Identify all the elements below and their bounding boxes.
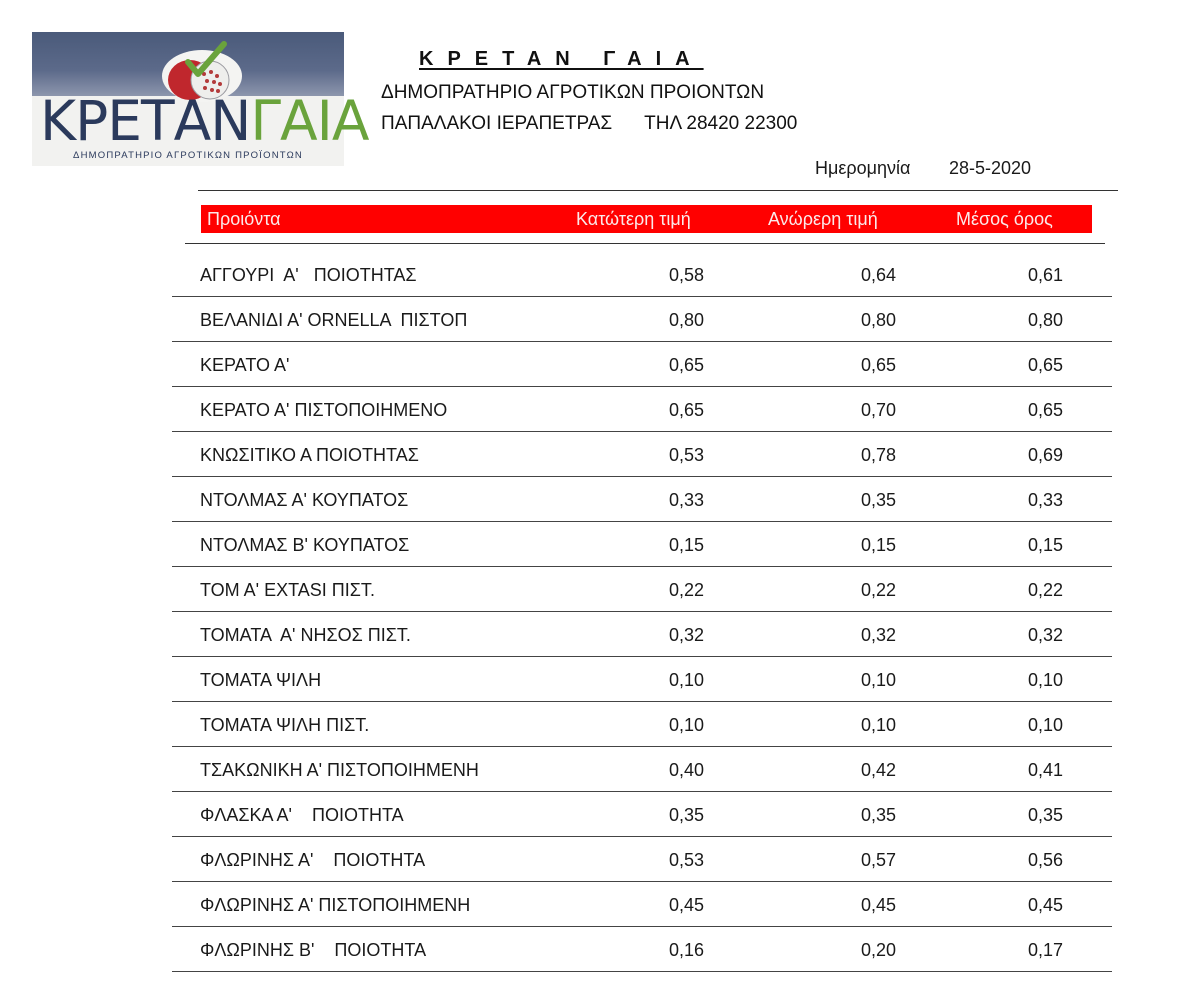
table-row [172,387,1112,432]
average-price: 0,10 [1027,715,1063,735]
product-name: ΦΛΩΡΙΝΗΣ Β' ΠΟΙΟΤΗΤΑ [200,940,427,960]
max-price: 0,57 [860,850,896,870]
date-value: 28-5-2020 [949,158,1032,178]
product-name: ΤΣΑΚΩΝΙΚΗ Α' ΠΙΣΤΟΠΟΙΗΜΕΝΗ [200,760,479,780]
min-price: 0,35 [668,805,704,825]
max-price: 0,65 [860,355,896,375]
min-price: 0,40 [668,760,704,780]
table-header-divider [185,243,1105,244]
min-price: 0,10 [668,670,704,690]
min-price: 0,53 [668,850,704,870]
table-row [172,522,1112,567]
product-name: ΦΛΑΣΚΑ Α' ΠΟΙΟΤΗΤΑ [200,805,404,825]
logo-subtitle: ΔΗΜΟΠΡΑΤΗΡΙΟ ΑΓΡΟΤΙΚΩΝ ΠΡΟΪΟΝΤΩΝ [73,150,303,161]
logo-wordmark [40,89,369,153]
max-price: 0,45 [860,895,896,915]
product-name: ΝΤΟΛΜΑΣ Β' ΚΟΥΠΑΤΟΣ [200,535,410,555]
table-row [172,252,1112,297]
date-label: Ημερομηνία [815,158,911,178]
company-phone: ΤΗΛ 28420 22300 [644,113,798,134]
product-name: ΒΕΛΑΝΙΔΙ Α' ORNELLA ΠΙΣΤΟΠ [200,310,468,330]
max-price: 0,32 [860,625,896,645]
max-price: 0,35 [860,805,896,825]
table-row [172,297,1112,342]
product-name: ΤΟΜΑΤΑ Α' ΝΗΣΟΣ ΠΙΣΤ. [200,625,411,645]
product-name: ΚΝΩΣΙΤΙΚΟ Α ΠΟΙΟΤΗΤΑΣ [200,445,419,465]
max-price: 0,15 [860,535,896,555]
min-price: 0,10 [668,715,704,735]
table-row [172,477,1112,522]
product-name: ΚΕΡΑΤΟ Α' ΠΙΣΤΟΠΟΙΗΜΕΝΟ [200,400,448,420]
product-name: ΚΕΡΑΤΟ Α' [200,355,290,375]
logo-word-kretan: ΚΡΕΤΑΝ [40,89,251,153]
average-price: 0,61 [1027,265,1063,285]
min-price: 0,45 [668,895,704,915]
company-address-line [381,113,797,135]
average-price: 0,45 [1027,895,1063,915]
min-price: 0,16 [668,940,704,960]
product-name: ΤΟΜΑΤΑ ΨΙΛΗ [200,670,322,690]
average-price: 0,65 [1027,355,1063,375]
table-row [172,837,1112,882]
header-divider [198,190,1118,191]
column-header-max-price: Ανώρερη τιμή [768,209,878,229]
max-price: 0,20 [860,940,896,960]
max-price: 0,80 [860,310,896,330]
min-price: 0,65 [668,400,704,420]
table-row [172,702,1112,747]
average-price: 0,15 [1027,535,1063,555]
max-price: 0,42 [860,760,896,780]
product-name: ΤΟΜ Α' EXTASI ΠΙΣΤ. [200,580,375,600]
logo-word-gaia: ΓΑΙΑ [250,89,369,153]
product-name: ΑΓΓΟΥΡΙ Α' ΠΟΙΟΤΗΤΑΣ [200,265,417,285]
max-price: 0,35 [860,490,896,510]
max-price: 0,22 [860,580,896,600]
product-name: ΦΛΩΡΙΝΗΣ Α' ΠΙΣΤΟΠΟΙΗΜΕΝΗ [200,895,471,915]
table-header [201,205,1092,233]
average-price: 0,41 [1027,760,1063,780]
table-row [172,927,1112,972]
table-row [172,747,1112,792]
min-price: 0,33 [668,490,704,510]
table-row [172,792,1112,837]
average-price: 0,80 [1027,310,1063,330]
table-row [172,657,1112,702]
max-price: 0,10 [860,715,896,735]
average-price: 0,10 [1027,670,1063,690]
min-price: 0,15 [668,535,704,555]
company-description: ΔΗΜΟΠΡΑΤΗΡΙΟ ΑΓΡΟΤΙΚΩΝ ΠΡΟΙΟΝΤΩΝ [381,82,765,103]
product-name: ΦΛΩΡΙΝΗΣ Α' ΠΟΙΟΤΗΤΑ [200,850,426,870]
average-price: 0,56 [1027,850,1063,870]
average-price: 0,22 [1027,580,1063,600]
min-price: 0,80 [668,310,704,330]
table-row [172,882,1112,927]
average-price: 0,65 [1027,400,1063,420]
min-price: 0,32 [668,625,704,645]
min-price: 0,22 [668,580,704,600]
min-price: 0,65 [668,355,704,375]
column-header-product: Προιόντα [207,209,281,229]
company-title: ΚΡΕΤΑΝ ΓΑΙΑ [419,48,704,70]
average-price: 0,32 [1027,625,1063,645]
company-address: ΠΑΠΑΛΑΚΟΙ ΙΕΡΑΠΕΤΡΑΣ [381,113,613,134]
max-price: 0,78 [860,445,896,465]
column-header-average: Μέσος όρος [956,209,1053,229]
average-price: 0,17 [1027,940,1063,960]
average-price: 0,35 [1027,805,1063,825]
max-price: 0,70 [860,400,896,420]
min-price: 0,53 [668,445,704,465]
company-logo [32,32,369,166]
min-price: 0,58 [668,265,704,285]
table-row [172,612,1112,657]
average-price: 0,69 [1027,445,1063,465]
average-price: 0,33 [1027,490,1063,510]
table-row [172,432,1112,477]
max-price: 0,64 [860,265,896,285]
product-name: ΝΤΟΛΜΑΣ Α' ΚΟΥΠΑΤΟΣ [200,490,409,510]
price-table-body [172,252,1112,972]
product-name: ΤΟΜΑΤΑ ΨΙΛΗ ΠΙΣΤ. [200,715,370,735]
table-row [172,567,1112,612]
max-price: 0,10 [860,670,896,690]
column-header-min-price: Κατώτερη τιμή [576,209,691,229]
table-row [172,342,1112,387]
